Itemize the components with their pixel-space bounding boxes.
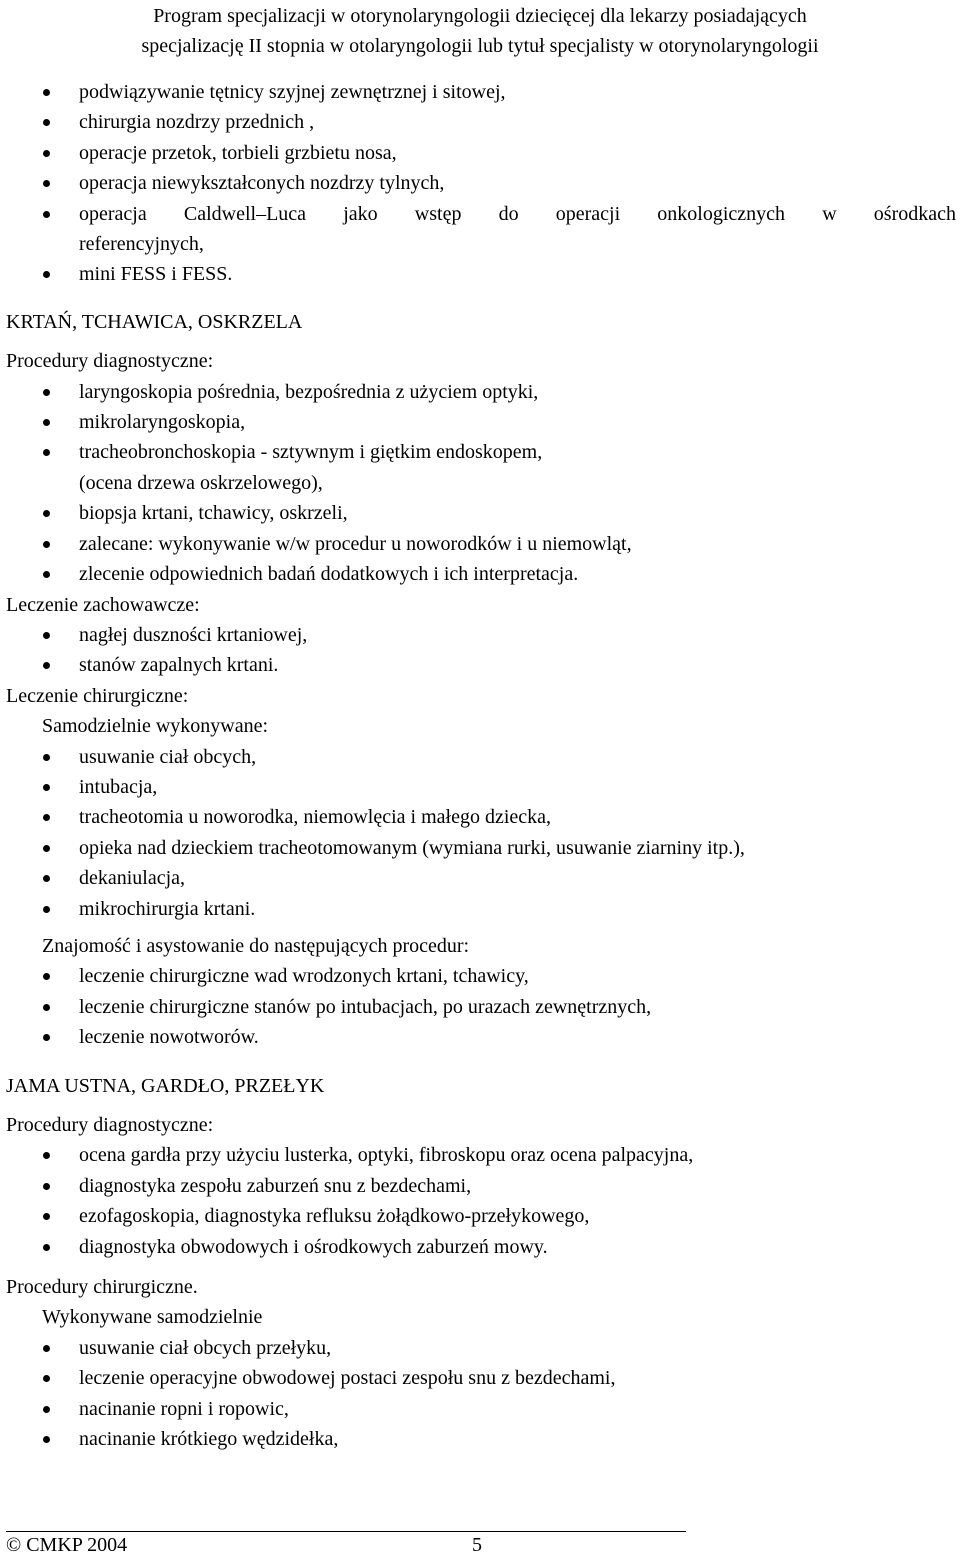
header-line-1: Program specjalizacji w otorynolaryngologii dziecięcej dla lekarzy posiadających [153,5,807,27]
self-performed-list-2 [6,1333,956,1455]
list-item: mini FESS i FESS. [79,263,233,286]
list-item: operacja niewykształconych nozdrzy tylnych, [79,172,445,195]
diagnostic-heading: Procedury diagnostyczne: [6,350,214,373]
list-item: stanów zapalnych krtani. [79,654,279,677]
conservative-heading: Leczenie zachowawcze: [6,593,200,616]
list-item: leczenie chirurgiczne wad wrodzonych krtani, tchawicy, [79,965,529,988]
self-performed-heading-2: Wykonywane samodzielnie [42,1306,263,1329]
assist-heading: Znajomość i asystowanie do następujących procedur: [42,934,470,957]
page-header [0,0,960,61]
surgical-heading-2: Procedury chirurgiczne. [6,1276,198,1299]
list-item: tracheobronchoskopia - sztywnym i giętkim endoskopem, (ocena drzewa oskrzelowego), [79,441,543,494]
list-item: leczenie operacyjne obwodowej postaci zespołu snu z bezdechami, [79,1367,616,1390]
list-item: diagnostyka obwodowych i ośrodkowych zaburzeń mowy. [79,1235,548,1258]
list-item [6,199,956,260]
list-item: zalecane: wykonywanie w/w procedur u noworodków i u niemowląt, [79,532,632,555]
self-performed-heading: Samodzielnie wykonywane: [42,715,269,738]
list-item-text: operacja Caldwell–Luca jako wstęp do operacji onkologicznych w ośrodkach [79,202,956,225]
self-performed-list [6,742,956,924]
page-number: 5 [472,1534,482,1556]
list-item: nagłej duszności krtaniowej, [79,623,308,646]
header-line-2: specjalizację II stopnia w otolaryngologii lub tytuł specjalisty w otorynolaryngologii [141,35,819,57]
footer-copyright: © CMKP 2004 [6,1534,128,1556]
list-item: intubacja, [79,775,158,798]
list-item: biopsja krtani, tchawicy, oskrzeli, [79,502,348,525]
diagnostic-list-2 [6,1140,956,1262]
list-item: mikrolaryngoskopia, [79,411,246,434]
list-item: podwiązywanie tętnicy szyjnej zewnętrznej i sitowej, [79,81,506,103]
list-item: laryngoskopia pośrednia, bezpośrednia z użyciem optyki, [79,380,539,403]
diagnostic-list [6,377,956,590]
list-item: dekaniulacja, [79,867,186,890]
list-item-continuation: referencyjnych, [79,233,204,256]
list-item: usuwanie ciał obcych przełyku, [79,1336,332,1359]
list-item: chirurgia nozdrzy przednich , [79,111,315,134]
surgical-heading: Leczenie chirurgiczne: [6,684,189,707]
footer-divider [6,1531,686,1532]
list-item: operacje przetok, torbieli grzbietu nosa, [79,141,397,164]
intro-list [6,77,956,290]
list-item: tracheotomia u noworodka, niemowlęcia i małego dziecka, [79,806,552,829]
list-item: usuwanie ciał obcych, [79,745,257,768]
list-item: opieka nad dzieckiem tracheotomowanym (wymiana rurki, usuwanie ziarniny itp.), [79,836,745,859]
list-item: leczenie nowotworów. [79,1026,259,1049]
list-item: mikrochirurgia krtani. [79,897,256,920]
section-title-larynx: KRTAŃ, TCHAWICA, OSKRZELA [6,310,303,333]
section-title-oral: JAMA USTNA, GARDŁO, PRZEŁYK [6,1074,325,1097]
document-body [6,77,956,1454]
list-item: nacinanie krótkiego wędzidełka, [79,1428,339,1451]
diagnostic-heading-2: Procedury diagnostyczne: [6,1114,214,1136]
list-item: nacinanie ropni i ropowic, [79,1397,289,1420]
assist-list [6,961,956,1052]
conservative-list [6,620,956,681]
list-item: leczenie chirurgiczne stanów po intubacjach, po urazach zewnętrznych, [79,995,652,1018]
list-item: ocena gardła przy użyciu lusterka, optyki, fibroskopu oraz ocena palpacyjna, [79,1144,694,1167]
list-item: diagnostyka zespołu zaburzeń snu z bezdechami, [79,1174,472,1197]
list-item: zlecenie odpowiednich badań dodatkowych i ich interpretacja. [79,563,579,586]
list-item: ezofagoskopia, diagnostyka refluksu żołądkowo-przełykowego, [79,1205,590,1228]
